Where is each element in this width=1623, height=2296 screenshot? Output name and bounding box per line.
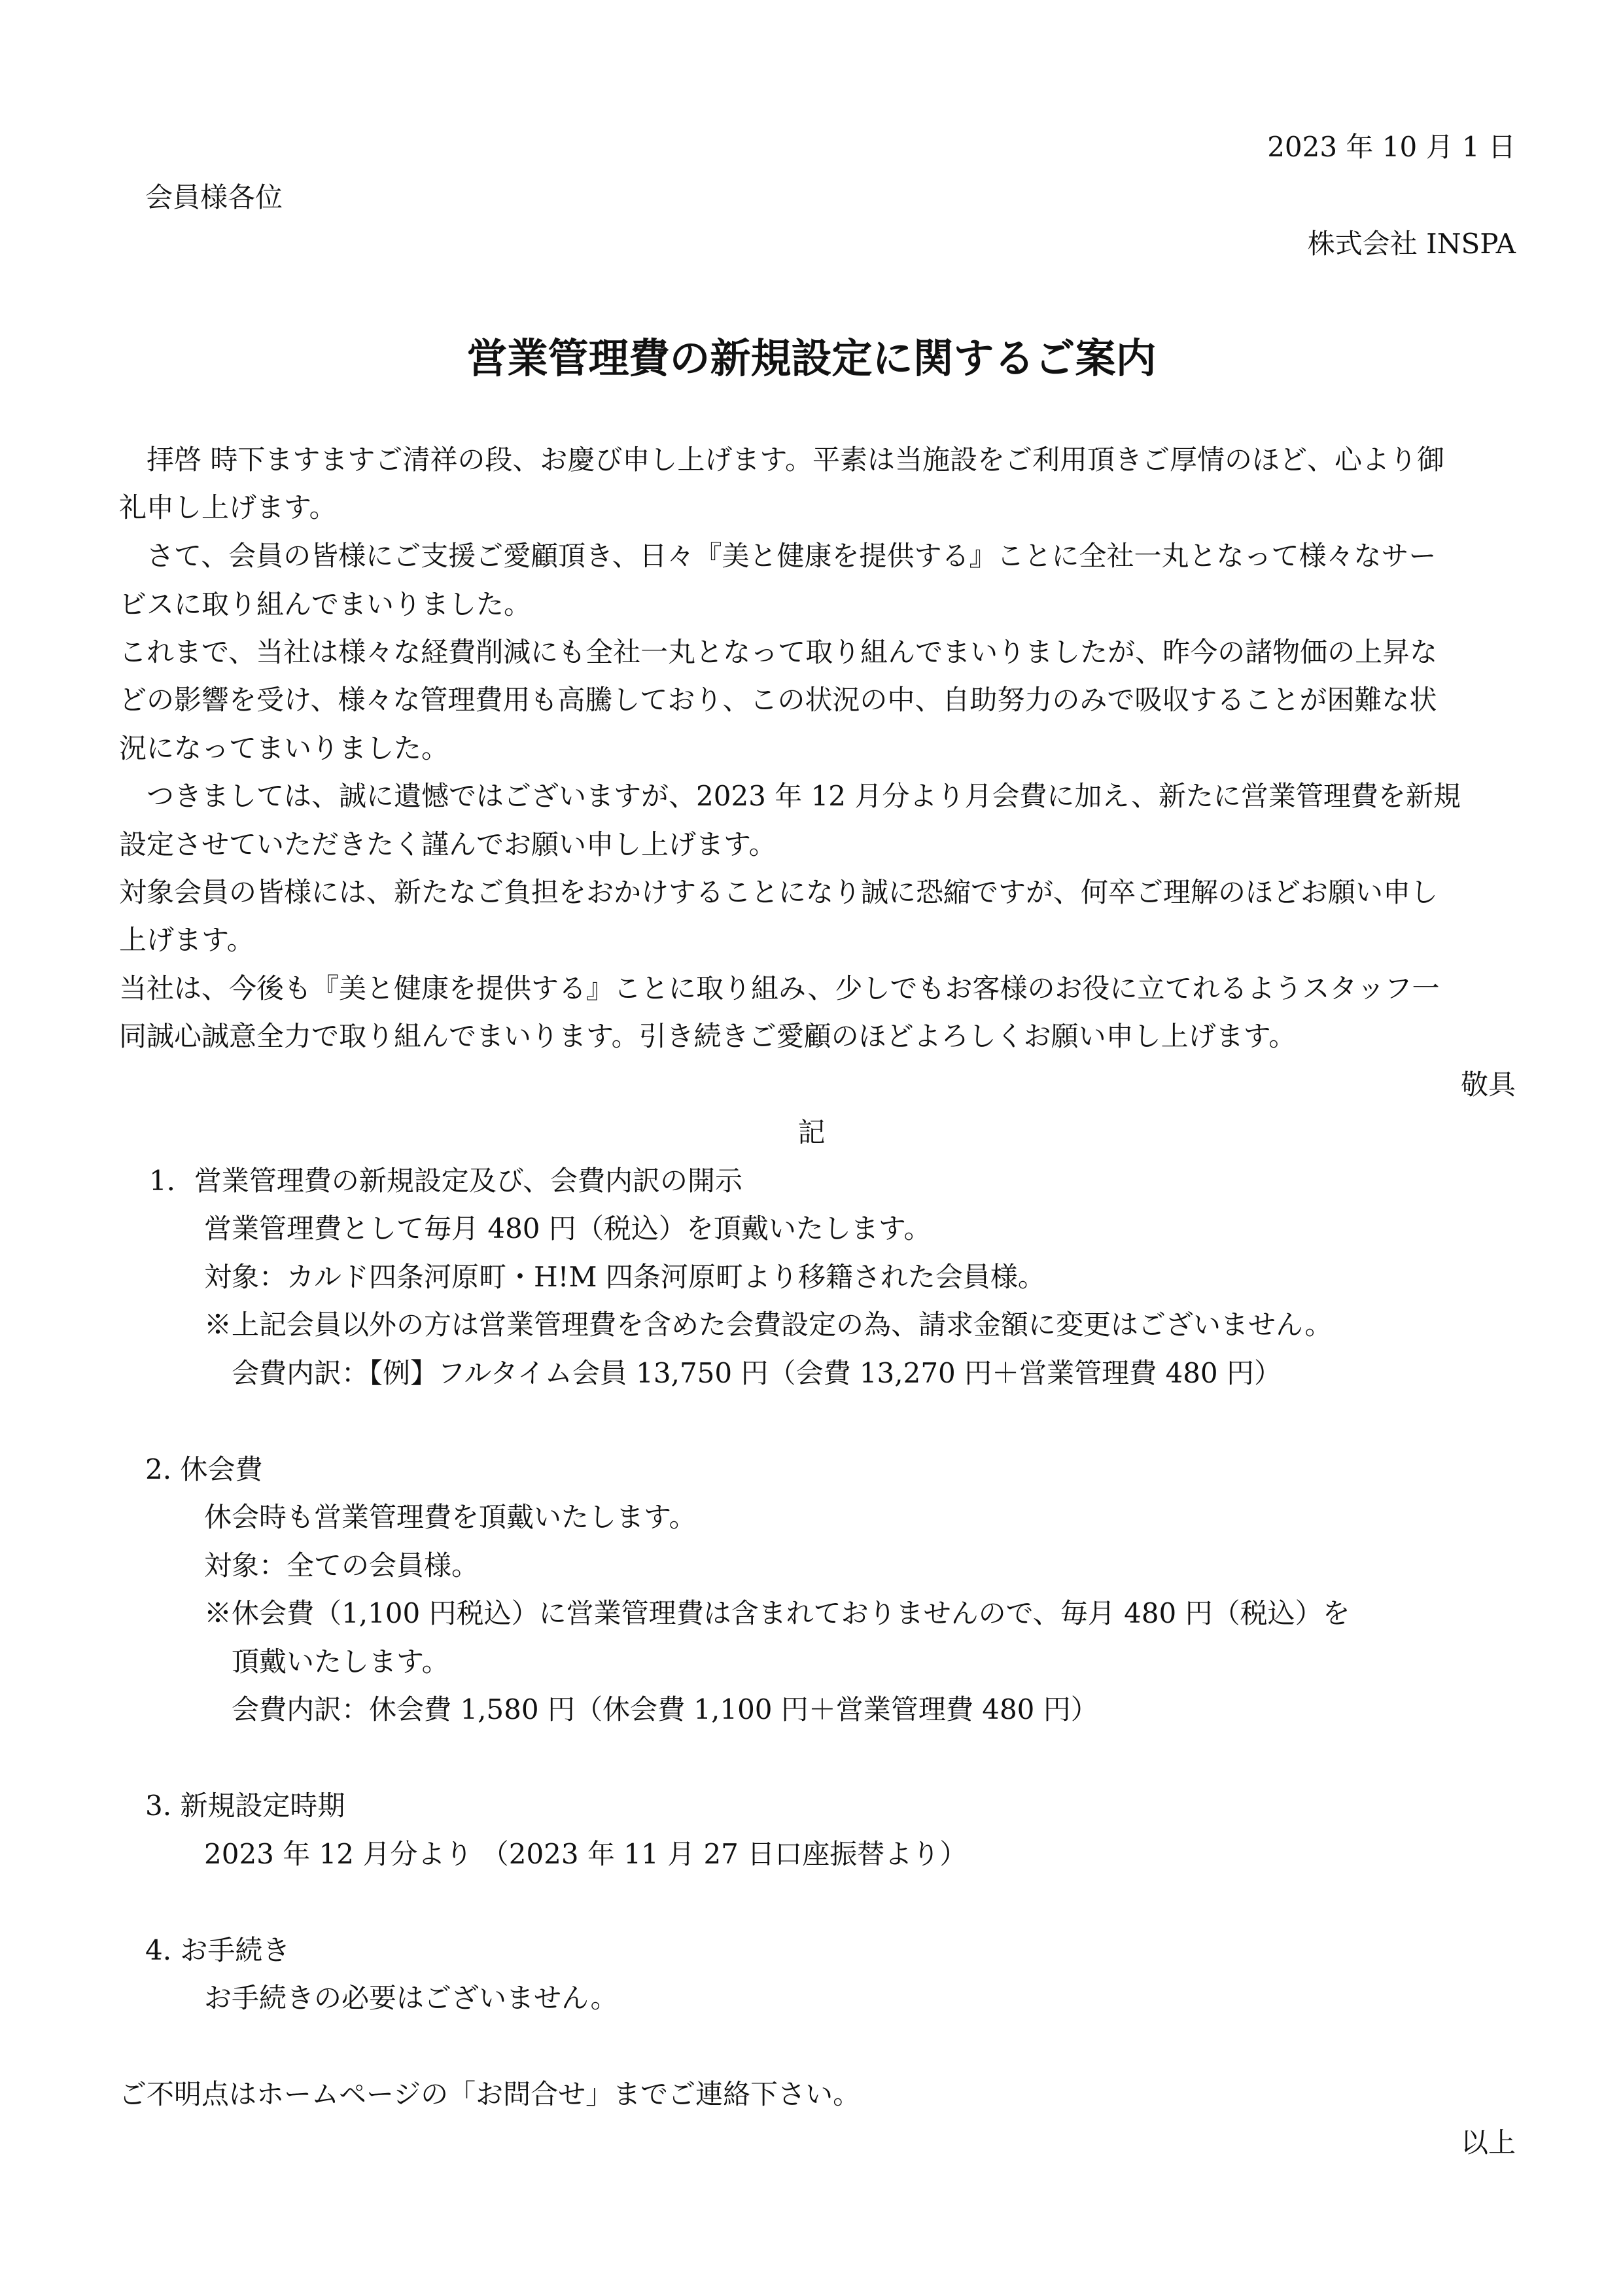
body-line: さて、会員の皆様にご支援ご愛顧頂き、日々『美と健康を提供する』ことに全社一丸となって様々なサー — [119, 540, 1437, 572]
section-heading: 1．営業管理費の新規設定及び、会費内訳の開示 — [149, 1165, 743, 1197]
body-line: つきましては、誠に遺憾ではございますが、2023 年 12 月分より月会費に加え、新たに営業管理費を新規 — [119, 780, 1461, 812]
section-heading: 3. 新規設定時期 — [145, 1790, 345, 1822]
end-ijou: 以上 — [1460, 2127, 1516, 2159]
body-line: 設定させていただきたく謹んでお願い申し上げます。 — [119, 828, 777, 860]
recipient: 会員様各位 — [145, 181, 283, 213]
body-line: 況になってまいりました。 — [119, 732, 449, 764]
section-line: 休会時も営業管理費を頂戴いたします。 — [204, 1501, 697, 1533]
ki-label: 記 — [797, 1116, 826, 1148]
section-heading: 4. お手続き — [145, 1934, 290, 1966]
section-line: 会費内訳：休会費 1,580 円（休会費 1,100 円＋営業管理費 480 円） — [204, 1693, 1098, 1725]
body-line: どの影響を受け、様々な管理費用も高騰しており、この状況の中、自助努力のみで吸収することが困難な状 — [119, 684, 1437, 716]
body-line: 上げます。 — [119, 924, 254, 956]
section-line: 2023 年 12 月分より （2023 年 11 月 27 日口座振替より） — [204, 1838, 968, 1870]
section-line: 営業管理費として毎月 480 円（税込）を頂戴いたします。 — [204, 1212, 932, 1245]
section-line: お手続きの必要はございません。 — [204, 1982, 618, 2014]
body-line: これまで、当社は様々な経費削減にも全社一丸となって取り組んでまいりましたが、昨今の諸物価の上昇な — [119, 636, 1438, 668]
section-heading: 2. 休会費 — [145, 1453, 263, 1485]
body-line: 礼申し上げます。 — [119, 491, 337, 523]
contact-note: ご不明点はホームページの「お問合せ」までご連絡下さい。 — [119, 2078, 861, 2110]
body-line: 拝啓 時下ますますご清祥の段、お慶び申し上げます。平素は当施設をご利用頂きご厚情のほど、心より御 — [119, 444, 1444, 476]
section-line: 対象：カルド四条河原町・H!M 四条河原町より移籍された会員様。 — [204, 1261, 1045, 1293]
document-date: 2023 年 10 月 1 日 — [1267, 131, 1516, 163]
body-line: ビスに取り組んでまいりました。 — [119, 588, 532, 620]
document-title: 営業管理費の新規設定に関するご案内 — [466, 334, 1157, 382]
body-line: 当社は、今後も『美と健康を提供する』ことに取り組み、少しでもお客様のお役に立てれるようスタッフ一 — [119, 972, 1440, 1004]
section-line: 会費内訳：【例】フルタイム会員 13,750 円（会費 13,270 円＋営業管理費 480 円） — [204, 1357, 1282, 1389]
section-line: ※休会費（1,100 円税込）に営業管理費は含まれておりませんので、毎月 480 円（税込）を — [204, 1597, 1350, 1629]
section-line: 頂戴いたします。 — [204, 1646, 449, 1678]
body-line: 同誠心誠意全力で取り組んでまいります。引き続きご愛顧のほどよろしくお願い申し上げます。 — [119, 1020, 1297, 1052]
section-line: ※上記会員以外の方は営業管理費を含めた会費設定の為、請求金額に変更はございません。 — [204, 1309, 1333, 1341]
closing-keigu: 敬具 — [1460, 1069, 1516, 1101]
body-line: 対象会員の皆様には、新たなご負担をおかけすることになり誠に恐縮ですが、何卒ご理解のほどお願い申し — [119, 876, 1439, 908]
sender-company: 株式会社 INSPA — [1307, 228, 1516, 260]
section-line: 対象：全ての会員様。 — [204, 1549, 480, 1581]
